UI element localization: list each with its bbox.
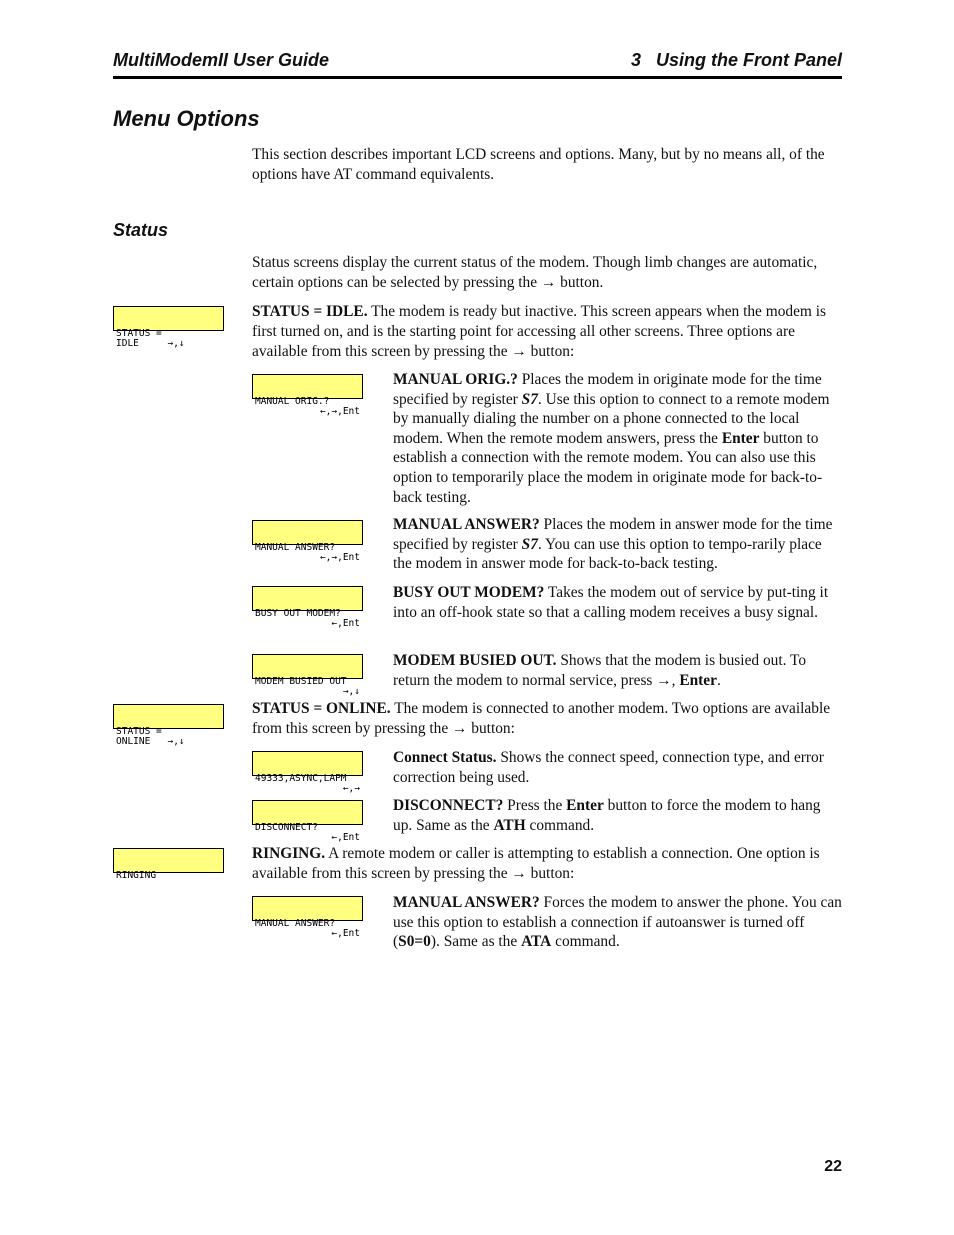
ringing-manual-answer-paragraph: MANUAL ANSWER? Forces the modem to answer the phone. You can use this option to establish a connection if autoanswer is turned off (S0=0). Same as the ATA command. xyxy=(393,894,842,951)
lcd-ringing: RINGING xyxy=(113,848,224,873)
lcd-disconnect: DISCONNECT? ←,Ent xyxy=(252,800,363,825)
connect-status-paragraph: Connect Status. Shows the connect speed, connection type, and error correction being used. xyxy=(393,749,824,786)
header-guide-title: MultiModemII User Guide xyxy=(113,50,330,70)
status-idle-paragraph: STATUS = IDLE. The modem is ready but inactive. This screen appears when the modem is first turned on, and is the starting point for accessing all other screens. Three options are available from this screen by pressing the → button: xyxy=(252,303,827,360)
lcd-manual-answer: MANUAL ANSWER? ←,→,Ent xyxy=(252,520,363,545)
lcd-status-idle: STATUS = IDLE →,↓ xyxy=(113,306,224,331)
page-header xyxy=(113,48,842,79)
status-online-paragraph: STATUS = ONLINE. The modem is connected to another modem. Two options are available from this screen by pressing the → button: xyxy=(252,700,831,737)
busy-out-paragraph: BUSY OUT MODEM? Takes the modem out of service by put-ting it into an off-hook state so that a calling modem receives a busy signal. xyxy=(393,584,829,621)
status-intro-paragraph: Status screens display the current status of the modem. Though limb changes are automatic, certain options can be selected by pressing the → button. xyxy=(252,254,818,291)
page-number: 22 xyxy=(824,1158,842,1175)
header-chapter-title: 3 Using the Front Panel xyxy=(630,50,842,70)
lcd-modem-busied-out: MODEM BUSIED OUT →,↓ xyxy=(252,654,363,679)
subsection-title: Status xyxy=(113,220,169,240)
lcd-status-online: STATUS = ONLINE →,↓ xyxy=(113,704,224,729)
manual-orig-paragraph: MANUAL ORIG.? Places the modem in originate mode for the time specified by register S7. Use this option to connect to a remote modem by manually dialing the number on a phone connected to the local modem. When the remote modem answers, press the Enter button to establish a connection with the remote modem. You can also use this option to temporarily place the modem in originate mode for back-to-back testing. xyxy=(393,371,830,506)
lcd-ringing-manual-answer: MANUAL ANSWER? ←,Ent xyxy=(252,896,363,921)
section-title: Menu Options xyxy=(113,106,260,131)
lcd-busy-out: BUSY OUT MODEM? ←,Ent xyxy=(252,586,363,611)
modem-busied-out-paragraph: MODEM BUSIED OUT. Shows that the modem is busied out. To return the modem to normal service, press →, Enter. xyxy=(393,652,807,689)
lcd-connect-status: 49333,ASYNC,LAPM ←,→ xyxy=(252,751,363,776)
manual-answer-paragraph: MANUAL ANSWER? Places the modem in answer mode for the time specified by register S7. You can use this option to tempo-rarily place the modem in answer mode for back-to-back testing. xyxy=(393,516,833,573)
intro-paragraph: This section describes important LCD screens and options. Many, but by no means all, of the options have AT command equivalents. xyxy=(252,146,825,183)
ringing-paragraph: RINGING. A remote modem or caller is attempting to establish a connection. One option is available from this screen by pressing the → button: xyxy=(252,845,820,882)
disconnect-paragraph: DISCONNECT? Press the Enter button to force the modem to hang up. Same as the ATH command. xyxy=(393,797,821,834)
lcd-manual-orig: MANUAL ORIG.? ←,→,Ent xyxy=(252,374,363,399)
